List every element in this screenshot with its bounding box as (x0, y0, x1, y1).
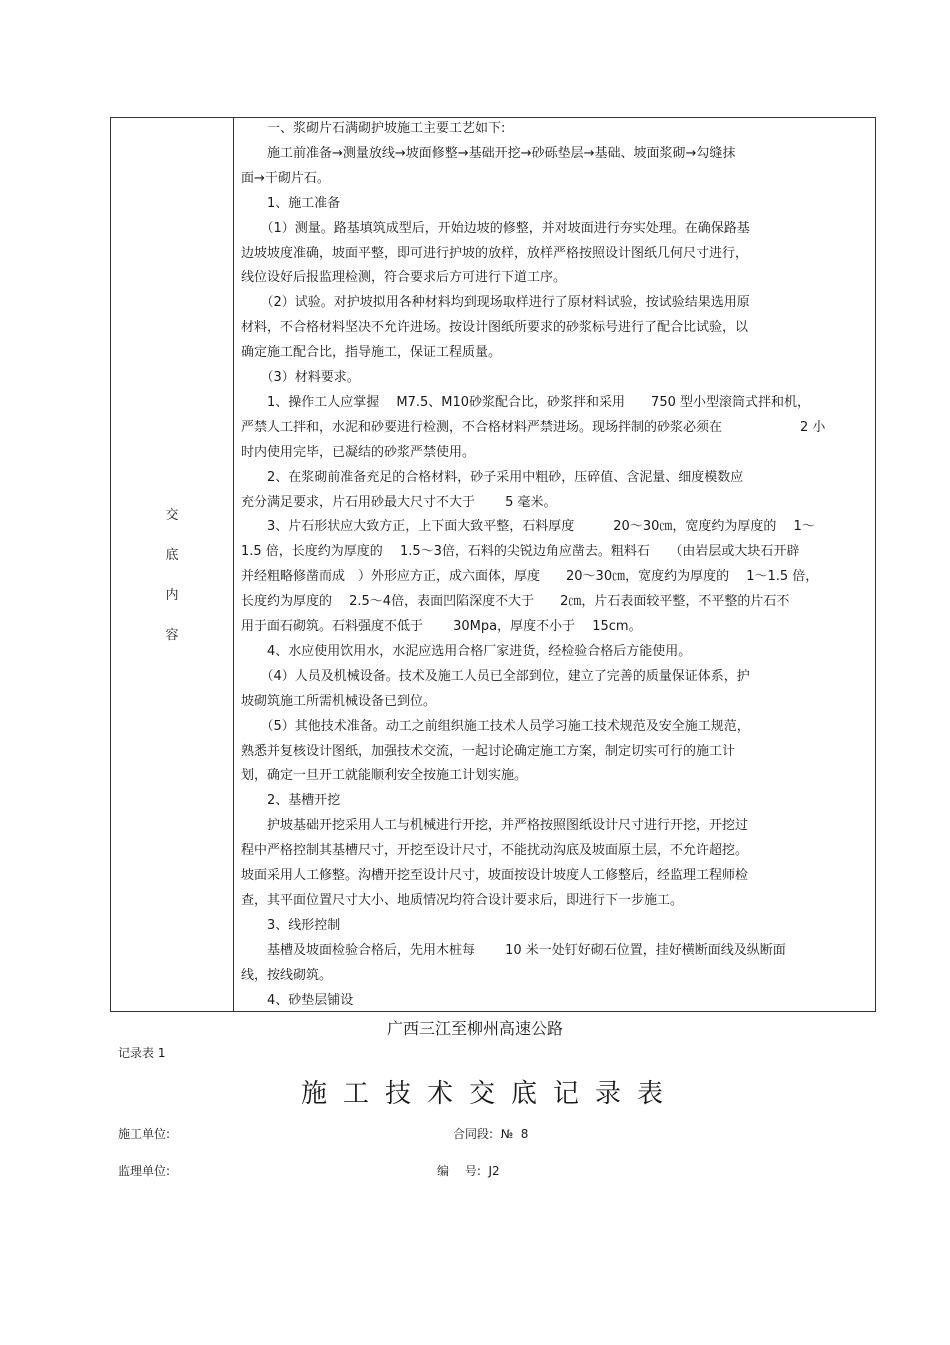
content-line: 线，按线砌筑。 (241, 967, 333, 983)
side-label-char: 交 (165, 508, 179, 523)
content-line: （5）其他技术准备。动工之前组织施工技术人员学习施工技术规范及安全施工规范， (241, 718, 750, 734)
content-line: 4、水应使用饮用水，水泥应选用合格厂家进货，经检验合格后方能使用。 (241, 643, 692, 659)
content-line: 长度约为厚度的 2.5～4倍，表面凹陷深度不大于 2㎝，片石表面较平整，不平整的片石不 (241, 594, 790, 610)
side-label-char: 底 (165, 548, 179, 563)
form-title: 施工技术交底记录表 (300, 1079, 679, 1109)
supervision-unit-label: 监理单位: (118, 1164, 171, 1178)
content-line: 基槽及坡面检验合格后，先用木桩每 10 米一处钉好砌石位置，挂好横断面线及纵断面 (241, 942, 786, 958)
column-divider (233, 118, 234, 1011)
content-line: 材料，不合格材料坚决不允许进场。按设计图纸所要求的砂浆标号进行了配合比试验，以 (241, 320, 749, 336)
content-line: 严禁人工拌和，水泥和砂要进行检测，不合格材料严禁进场。现场拌制的砂浆必须在 2 小 (241, 419, 826, 435)
project-name: 广西三江至柳州高速公路 (386, 1019, 563, 1038)
content-line: （2）试验。对护坡拟用各种材料均到现场取样进行了原材料试验，按试验结果选用原 (241, 295, 750, 311)
content-line: 并经粗略修凿而成 ）外形应方正，成六面体，厚度 20～30㎝，宽度约为厚度的 1～1.5 倍， (241, 569, 819, 585)
content-line: （3）材料要求。 (241, 370, 360, 385)
content-line: 坡面采用人工修整。沟槽开挖至设计尺寸，坡面按设计坡度人工修整后，经监理工程师检 (241, 868, 749, 883)
content-line: 施工前准备→测量放线→坡面修整→基础开挖→砂砾垫层→基础、坡面浆砌→勾缝抹 (241, 145, 736, 161)
side-label (111, 496, 233, 656)
content-line: 熟悉并复核设计图纸，加强技术交流，一起讨论确定施工方案，制定切实可行的施工计 (241, 743, 736, 759)
content-line: 面→干砌片石。 (241, 170, 330, 186)
content-line: 程中严格控制其基槽尺寸，开挖至设计尺寸，不能扰动沟底及坡面原土层，不允许超挖。 (241, 843, 749, 859)
form-number: 记录表 1 (118, 1046, 166, 1060)
content-line: （4）人员及机械设备。技术及施工人员已全部到位，建立了完善的质量保证体系，护 (241, 668, 750, 684)
content-line: 1、施工准备 (241, 195, 341, 211)
content-line: 2、基槽开挖 (241, 793, 341, 809)
serial-number: 编 号: J2 (437, 1164, 500, 1178)
content-line: 坡砌筑施工所需机械设备已到位。 (241, 693, 437, 709)
content-line: 确定施工配合比，指导施工，保证工程质量。 (241, 345, 502, 361)
contract-section: 合同段: № 8 (453, 1127, 529, 1141)
content-line: 一、浆砌片石满砌护坡施工主要工艺如下: (241, 121, 506, 136)
side-label-char: 内 (165, 588, 179, 603)
content-line: 4、砂垫层铺设 (241, 992, 354, 1008)
content-line: 时内使用完毕，已凝结的砂浆严禁使用。 (241, 444, 476, 460)
content-line: 线位设好后报监理检测，符合要求后方可进行下道工序。 (241, 270, 567, 286)
content-line: 1、操作工人应掌握 M7.5、M10砂浆配合比，砂浆拌和采用 750 型小型滚筒式拌和机， (241, 394, 810, 410)
content-line: 3、线形控制 (241, 917, 341, 933)
content-line: 3、片石形状应大致方正，上下面大致平整，石料厚度 20～30㎝，宽度约为厚度的 1～ (241, 519, 815, 535)
disclosure-table (110, 117, 876, 1012)
content-line: 用于面石砌筑。石料强度不低于 30Mpa，厚度不小于 15cm。 (241, 619, 642, 634)
content-line: 查，其平面位置尺寸大小、地质情况均符合设计要求后，即进行下一步施工。 (241, 892, 684, 908)
content-line: （1）测量。路基填筑成型后，开始边坡的修整，并对坡面进行夯实处理。在确保路基 (241, 220, 750, 236)
content-line: 边坡坡度准确，坡面平整，即可进行护坡的放样，放样严格按照设计图纸几何尺寸进行， (241, 245, 749, 261)
side-label-char: 容 (165, 628, 179, 643)
content-line: 充分满足要求，片石用砂最大尺寸不大于 5 毫米。 (241, 494, 557, 510)
content-line: 1.5 倍，长度约为厚度的 1.5～3倍，石料的尖锐边角应凿去。粗料石 （由岩层或大块石开辟 (241, 544, 800, 560)
content-line: 2、在浆砌前准备充足的合格材料，砂子采用中粗砂，压碎值、含泥量、细度模数应 (241, 469, 744, 485)
content-line: 划，确定一旦开工就能顺利安全按施工计划实施。 (241, 768, 528, 784)
construction-unit-label: 施工单位: (118, 1127, 171, 1141)
content-line: 护坡基础开挖采用人工与机械进行开挖，并严格按照图纸设计尺寸进行开挖，开挖过 (241, 818, 749, 834)
